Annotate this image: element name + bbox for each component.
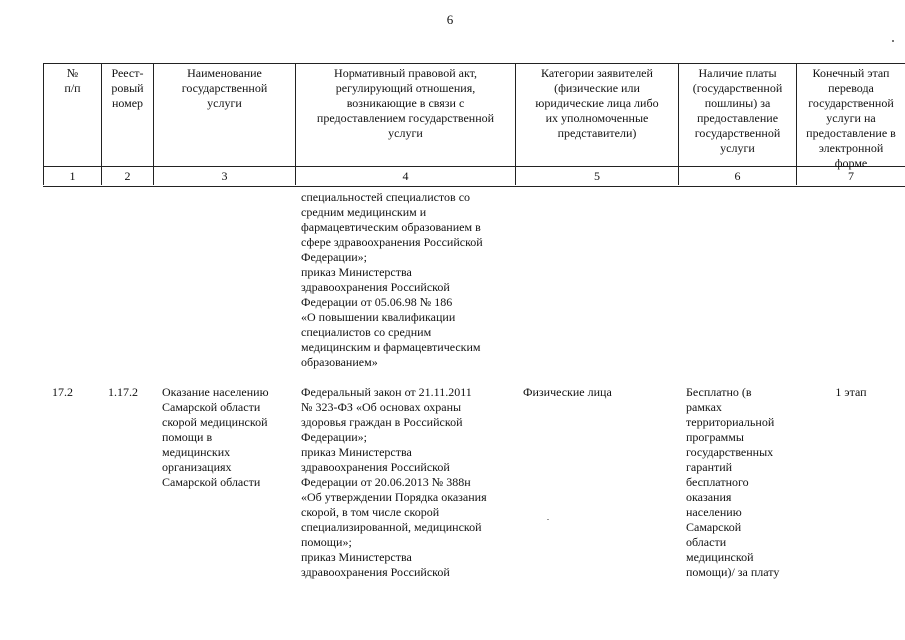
column-number: 4 xyxy=(402,169,409,183)
continuation-legal-act: специальностей специалистов со средним медицинским и фармацевтическим образованием в сфере здравоохранения Российской Федерации»; приказ Министерства здравоохранения Российской Федерации от 05.06.98 № 186 «О повышении квалификации специалистов со средним медицинским и фармацевтическим образованием» xyxy=(301,190,483,369)
row-registry: 1.17.2 xyxy=(108,385,138,399)
row-final-stage: 1 этап xyxy=(835,385,867,399)
row-legal-act: Федеральный закон от 21.11.2011 № 323-ФЗ «Об основах охраны здоровья граждан в Российской Федерации»; приказ Министерства здравоохранения Российской Федерации от 20.06.2013 № 388н «Об утверждении Порядка оказания скорой, в том числе скорой специализированной, медицинской помощи»; приказ Министерства здравоохранения Российской xyxy=(301,385,487,579)
column-number: 7 xyxy=(848,169,854,183)
column-number-divider xyxy=(43,166,905,167)
header-service-name: Наименование государственной услуги xyxy=(181,66,268,110)
column-number: 3 xyxy=(221,169,228,183)
row-fee: Бесплатно (в рамках территориальной программы государственных гарантий бесплатного оказания населению Самарской области медицинской помощи)/ за плату xyxy=(686,385,780,579)
row-applicants: Физические лица xyxy=(523,385,612,399)
column-number: 1 xyxy=(69,169,76,183)
column-number: 2 xyxy=(124,169,131,183)
header-final-stage: Конечный этап перевода государственной услуги на предоставление в электронной форме xyxy=(806,66,896,170)
scan-speck xyxy=(892,40,894,42)
header-registry: Реест- ровый номер xyxy=(111,66,144,110)
row-num: 17.2 xyxy=(52,385,73,399)
column-number: 5 xyxy=(594,169,600,183)
header-fee: Наличие платы (государственной пошлины) за предоставление государственной услуги xyxy=(692,66,783,155)
header-legal-act: Нормативный правовой акт, регулирующий отношения, возникающие в связи с предоставлением государственной услуги xyxy=(316,66,495,140)
column-number: 6 xyxy=(734,169,741,183)
row-service-name: Оказание населению Самарской области скорой медицинской помощи в медицинских организациях Самарской области xyxy=(162,385,269,489)
header-num: № п/п xyxy=(64,66,81,95)
header-applicants: Категории заявителей (физические или юридические лица либо их уполномоченные представители) xyxy=(535,66,659,140)
page-number: 6 xyxy=(446,12,454,27)
scan-speck xyxy=(547,519,549,520)
